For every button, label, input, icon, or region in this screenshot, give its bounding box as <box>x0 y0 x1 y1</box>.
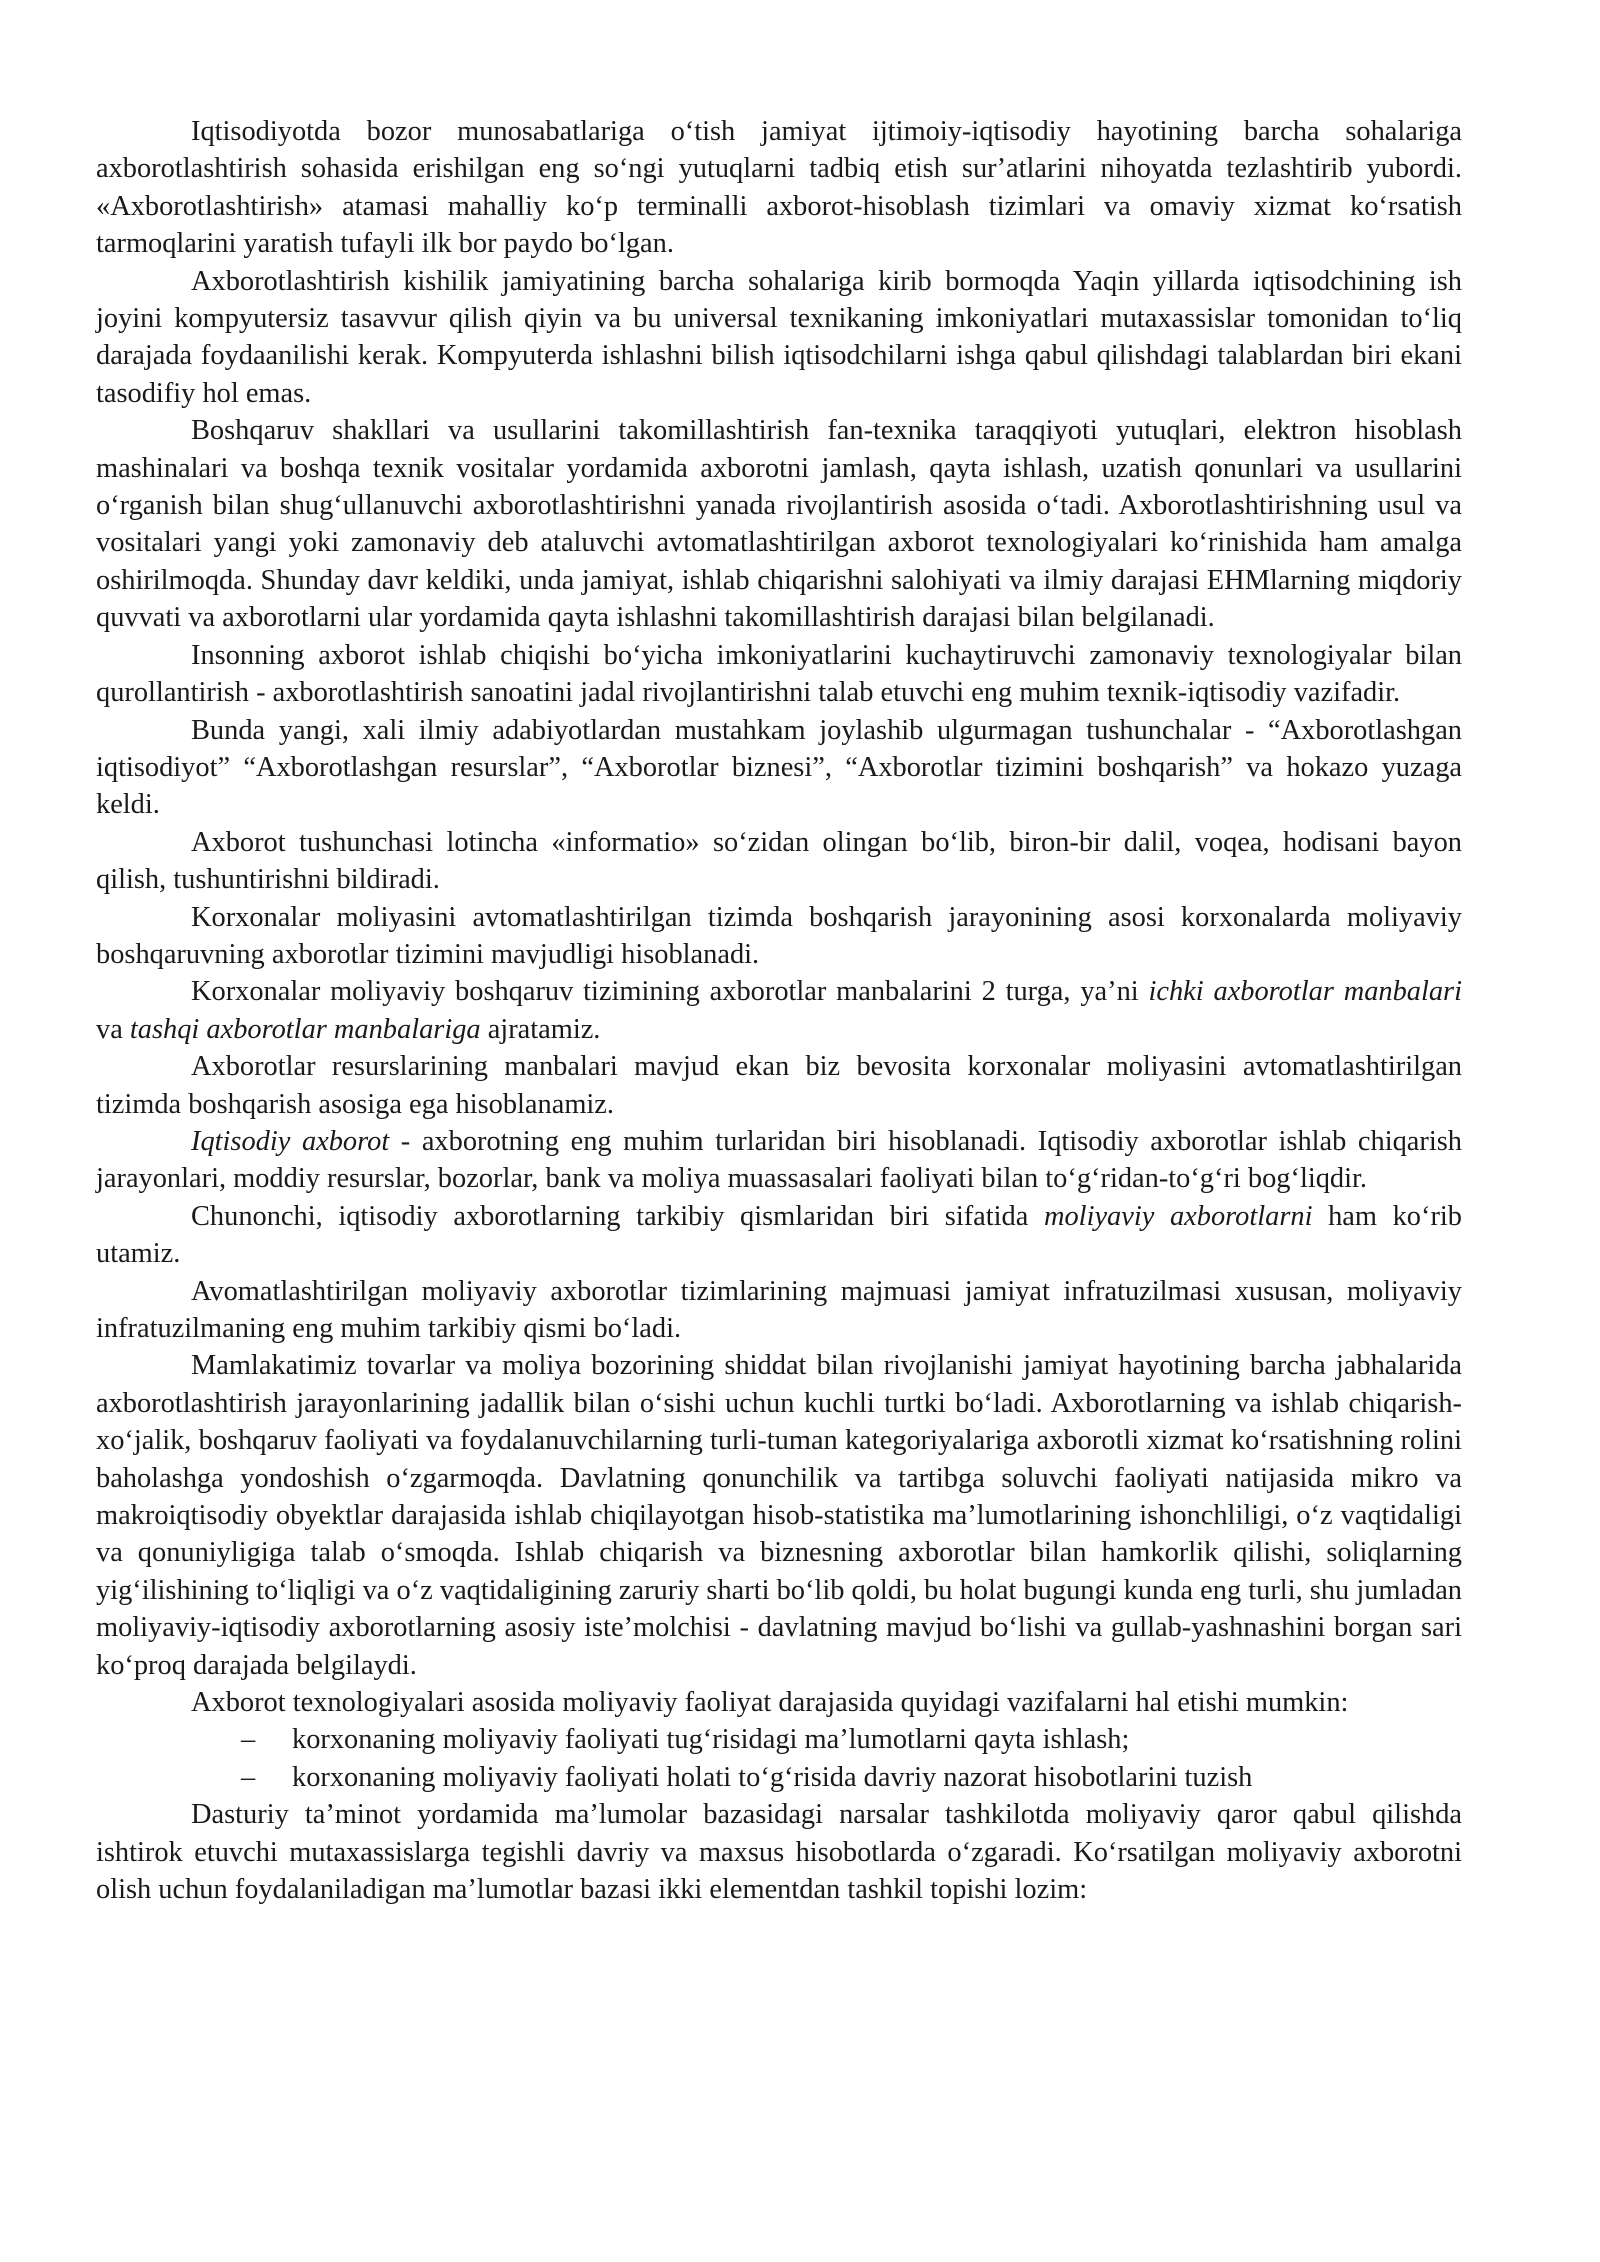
paragraph-8-text-start: Korxonalar moliyaviy boshqaruv tizimining axborotlar manbalarini 2 turga, yaʼni <box>191 976 1149 1008</box>
paragraph-11 <box>96 1198 1462 1273</box>
dash-bullet: – <box>241 1761 256 1793</box>
paragraph-8-conjunction: va <box>96 1013 130 1045</box>
paragraph-5: Bunda yangi, xali ilmiy adabiyotlardan mustahkam joylashib ulgurmagan tushunchalar - “Axborotlashgan iqtisodiyot” “Axborotlashgan resurslar”, “Axborotlar biznesi”, “Axborotlar tizimini boshqarish” va hokazo yuzaga keldi. <box>96 714 1462 821</box>
paragraph-7: Korxonalar moliyasini avtomatlashtirilgan tizimda boshqarish jarayonining asosi korxonalarda moliyaviy boshqaruvning axborotlar tizimini mavjudligi hisoblanadi. <box>96 901 1462 970</box>
paragraph-11-text-start: Chunonchi, iqtisodiy axborotlarning tarkibiy qismlaridan biri sifatida <box>191 1200 1044 1232</box>
emphasis-internal-sources: ichki axborotlar manbalari <box>1148 976 1462 1008</box>
paragraph-12: Avomatlashtirilgan moliyaviy axborotlar tizimlarining majmuasi jamiyat infratuzilmasi xususan, moliyaviy infratuzilmaning eng muhim tarkibiy qismi boʻladi. <box>96 1275 1462 1344</box>
paragraph-10 <box>96 1123 1462 1198</box>
paragraph-8 <box>96 973 1462 1048</box>
emphasis-financial-information: moliyaviy axborotlarni <box>1043 1200 1313 1232</box>
paragraph-3: Boshqaruv shakllari va usullarini takomillashtirish fan-texnika taraqqiyoti yutuqlari, elektron hisoblash mashinalari va boshqa texnik vositalar yordamida axborotni jamlash, qayta ishlash, uzatish qonunlari va usullarini oʻrganish bilan shugʻullanuvchi axborotlashtirishni yanada rivojlantirish asosida oʻtadi. Axborotlashtirishning usul va vositalari yangi yoki zamonaviy deb ataluvchi avtomatlashtirilgan axborot texnologiyalari koʻrinishida ham amalga oshirilmoqda. Shunday davr keldiki, unda jamiyat, ishlab chiqarishni salohiyati va ilmiy darajasi EHMlarning miqdoriy quvvati va axborotlarni ular yordamida qayta ishlashni takomillashtirish darajasi bilan belgilanadi. <box>96 415 1462 634</box>
list-item-text: korxonaning moliyaviy faoliyati holati toʻgʻrisida davriy nazorat hisobotlarini tuzish <box>292 1761 1253 1793</box>
paragraph-1: Iqtisodiyotda bozor munosabatlariga oʻtish jamiyat ijtimoiy-iqtisodiy hayotining barcha sohalariga axborotlashtirish sohasida erishilgan eng soʻngi yutuqlarni tadbiq etish surʼatlarini nihoyatda tezlashtirib yubordi. «Axborotlashtirish» atamasi mahalliy koʻp terminalli axborot-hisoblash tizimlari va omaviy xizmat koʻrsatish tarmoqlarini yaratish tufayli ilk bor paydo boʻlgan. <box>96 116 1462 260</box>
paragraph-14: Axborot texnologiyalari asosida moliyaviy faoliyat darajasida quyidagi vazifalarni hal etishi mumkin: <box>191 1687 1349 1719</box>
list-item <box>96 1721 1462 1758</box>
paragraph-8-text-end: ajratamiz. <box>480 1013 601 1045</box>
paragraph-13: Mamlakatimiz tovarlar va moliya bozorining shiddat bilan rivojlanishi jamiyat hayotining barcha jabhalarida axborotlashtirish jarayonlarining jadallik bilan oʻsishi uchun kuchli turtki boʻladi. Axborotlarning va ishlab chiqarish-xoʻjalik, boshqaruv faoliyati va foydalanuvchilarning turli-tuman kategoriyalariga axborotli xizmat koʻrsatishning rolini baholashga yondoshish oʻzgarmoqda. Davlatning qonunchilik va tartibga soluvchi faoliyati natijasida mikro va makroiqtisodiy obyektlar darajasida ishlab chiqilayotgan hisob-statistika maʼlumotlarining ishonchliligi, oʻz vaqtidaligi va qonuniyligiga talab oʻsmoqda. Ishlab chiqarish va biznesning axborotlar bilan hamkorlik qilishi, soliqlarning yigʻilishining toʻliqligi va oʻz vaqtidaligining zaruriy sharti boʻlib qoldi, bu holat bugungi kunda eng turli, shu jumladan moliyaviy-iqtisodiy axborotlarning asosiy isteʼmolchisi - davlatning mavjud boʻlishi va gullab-yashnashini borgan sari koʻproq darajada belgilaydi. <box>96 1350 1462 1681</box>
emphasis-economic-information: Iqtisodiy axborot <box>191 1125 390 1157</box>
list-item-text: korxonaning moliyaviy faoliyati tugʻrisidagi maʼlumotlarni qayta ishlash; <box>292 1724 1130 1756</box>
paragraph-11-text-end: ham koʻrib utamiz. <box>96 1200 1462 1270</box>
list-item <box>96 1759 1462 1796</box>
paragraph-10-text: - axborotning eng muhim turlaridan biri hisoblanadi. Iqtisodiy axborotlar ishlab chiqarish jarayonlari, moddiy resurslar, bozorlar, bank va moliya muassasalari faoliyati bilan toʻgʻridan-toʻgʻri bogʻliqdir. <box>96 1125 1462 1195</box>
closing-paragraph: Dasturiy taʼminot yordamida maʼlumolar bazasidagi narsalar tashkilotda moliyaviy qaror qabul qilishda ishtirok etuvchi mutaxassislarga tegishli davriy va maxsus hisobotlarda oʻzgaradi. Koʻrsatilgan moliyaviy axborotni olish uchun foydalaniladigan maʼlumotlar bazasi ikki elementdan tashkil topishi lozim: <box>96 1799 1462 1906</box>
paragraph-9: Axborotlar resurslarining manbalari mavjud ekan biz bevosita korxonalar moliyasini avtomatlashtirilgan tizimda boshqarish asosiga ega hisoblanamiz. <box>96 1051 1462 1120</box>
dash-bullet: – <box>241 1724 256 1756</box>
task-list <box>96 1721 1462 1796</box>
emphasis-external-sources: tashqi axborotlar manbalariga <box>129 1013 481 1045</box>
paragraph-6: Axborot tushunchasi lotincha «informatio» soʻzidan olingan boʻlib, biron-bir dalil, voqea, hodisani bayon qilish, tushuntirishni bildiradi. <box>96 826 1462 896</box>
paragraph-4: Insonning axborot ishlab chiqishi boʻyicha imkoniyatlarini kuchaytiruvchi zamonaviy texnologiyalar bilan qurollantirish - axborotlashtirish sanoatini jadal rivojlantirishni talab etuvchi eng muhim texnik-iqtisodiy vazifadir. <box>96 639 1462 709</box>
document-page <box>96 113 1462 1909</box>
paragraph-2: Axborotlashtirish kishilik jamiyatining barcha sohalariga kirib bormoqda Yaqin yillarda iqtisodchining ish joyini kompyutersiz tasavvur qilish qiyin va bu universal texnikaning imkoniyatlari mutaxassislar tomonidan toʻliq darajada foydaanilishi kerak. Kompyuterda ishlashni bilish iqtisodchilarni ishga qabul qilishdagi talablardan biri ekani tasodifiy hol emas. <box>96 265 1462 409</box>
